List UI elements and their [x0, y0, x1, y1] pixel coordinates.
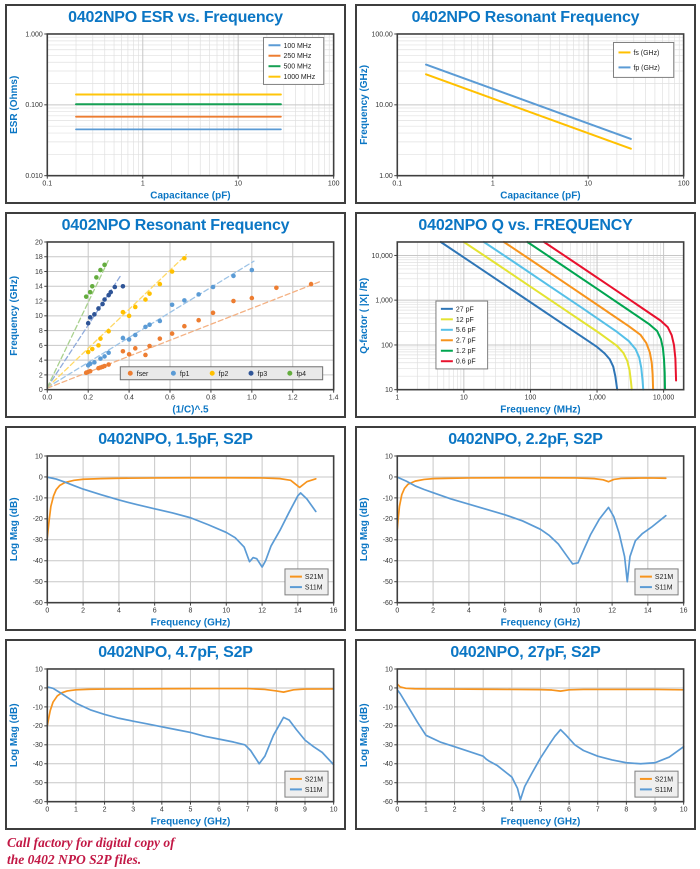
- svg-text:0: 0: [388, 474, 393, 482]
- svg-text:1,000: 1,000: [588, 395, 606, 403]
- svg-text:S21M: S21M: [654, 574, 674, 582]
- svg-text:2: 2: [102, 807, 107, 815]
- svg-text:6: 6: [567, 807, 572, 815]
- svg-text:Capacitance (pF): Capacitance (pF): [500, 191, 581, 202]
- svg-text:0: 0: [45, 807, 50, 815]
- svg-text:100: 100: [524, 395, 537, 403]
- svg-text:0.0: 0.0: [42, 395, 53, 403]
- svg-text:1000 MHz: 1000 MHz: [283, 74, 316, 82]
- svg-text:10,000: 10,000: [371, 253, 393, 261]
- svg-text:1: 1: [423, 807, 428, 815]
- svg-text:100.00: 100.00: [371, 31, 393, 39]
- svg-text:12: 12: [35, 298, 43, 306]
- svg-text:fp (GHz): fp (GHz): [633, 65, 660, 73]
- svg-text:14: 14: [643, 608, 652, 616]
- svg-text:3: 3: [481, 807, 486, 815]
- svg-text:500 MHz: 500 MHz: [283, 64, 312, 72]
- svg-text:0: 0: [38, 685, 43, 693]
- svg-text:Frequency (MHz): Frequency (MHz): [500, 405, 581, 416]
- svg-text:-60: -60: [382, 600, 393, 608]
- svg-text:S21M: S21M: [304, 574, 324, 582]
- svg-text:10: 10: [329, 807, 338, 815]
- svg-text:ESR (Ohms): ESR (Ohms): [8, 76, 20, 135]
- svg-text:12 pF: 12 pF: [455, 317, 474, 325]
- svg-text:12: 12: [608, 608, 616, 616]
- svg-text:0.010: 0.010: [25, 173, 43, 181]
- footer-line-2: the 0402 NPO S2P files.: [7, 851, 142, 867]
- chart-panel-s2p-1p5pf: [5, 426, 346, 631]
- svg-text:8: 8: [274, 807, 279, 815]
- chart-title-q-factor: 0402NPO Q vs. FREQUENCY: [418, 217, 633, 234]
- svg-text:1.2 pF: 1.2 pF: [455, 348, 476, 356]
- svg-text:100 MHz: 100 MHz: [283, 43, 312, 51]
- svg-text:5: 5: [188, 807, 193, 815]
- svg-text:10: 10: [584, 181, 593, 189]
- svg-text:4: 4: [116, 608, 121, 616]
- svg-text:Log Mag (dB): Log Mag (dB): [8, 497, 20, 562]
- svg-text:9: 9: [653, 807, 657, 815]
- svg-text:0.2: 0.2: [83, 395, 94, 403]
- svg-text:10: 10: [385, 387, 393, 395]
- svg-text:10: 10: [234, 181, 243, 189]
- chart-title-s2p-4p7pf: 0402NPO, 4.7pF, S2P: [98, 644, 253, 661]
- svg-text:Frequency (GHz): Frequency (GHz): [500, 618, 581, 629]
- chart-panel-s2p-4p7pf: [5, 639, 346, 830]
- svg-text:16: 16: [35, 269, 43, 277]
- svg-text:-60: -60: [32, 799, 43, 807]
- svg-text:-20: -20: [382, 723, 393, 731]
- svg-text:Frequency (GHz): Frequency (GHz): [500, 817, 581, 828]
- svg-text:1: 1: [490, 181, 495, 189]
- svg-text:10: 10: [385, 453, 393, 461]
- s2p-2p2pf-chart-canvas: [357, 449, 694, 629]
- chart-panel-resonant-frequency-log: [355, 4, 696, 204]
- svg-text:1: 1: [395, 395, 400, 403]
- svg-text:10: 10: [35, 313, 43, 321]
- svg-text:2.7 pF: 2.7 pF: [455, 338, 476, 346]
- svg-text:S21M: S21M: [304, 776, 324, 784]
- svg-text:0: 0: [38, 474, 43, 482]
- chart-panel-esr-vs-frequency: [5, 4, 346, 204]
- chart-panel-q-vs-frequency: [355, 212, 696, 418]
- svg-text:-40: -40: [32, 558, 43, 566]
- svg-text:18: 18: [35, 254, 43, 262]
- svg-text:-30: -30: [32, 537, 43, 545]
- chart-title-s2p-2p2pf: 0402NPO, 2.2pF, S2P: [448, 431, 603, 448]
- svg-text:8: 8: [188, 608, 193, 616]
- svg-text:10: 10: [679, 807, 688, 815]
- svg-text:-40: -40: [382, 558, 393, 566]
- svg-text:10,000: 10,000: [652, 395, 675, 403]
- svg-text:-40: -40: [32, 761, 43, 769]
- svg-text:Log Mag (dB): Log Mag (dB): [358, 497, 370, 562]
- svg-text:-30: -30: [382, 742, 393, 750]
- svg-text:0.6: 0.6: [165, 395, 175, 403]
- svg-text:Frequency (GHz): Frequency (GHz): [150, 618, 231, 629]
- svg-text:0.1: 0.1: [392, 181, 403, 189]
- svg-text:-60: -60: [382, 799, 393, 807]
- svg-text:-20: -20: [32, 516, 43, 524]
- svg-text:6: 6: [502, 608, 507, 616]
- svg-text:fp3: fp3: [257, 371, 268, 379]
- svg-text:-50: -50: [382, 780, 393, 788]
- svg-text:-50: -50: [32, 579, 43, 587]
- svg-text:250 MHz: 250 MHz: [283, 53, 312, 61]
- chart-panel-s2p-2p2pf: [355, 426, 696, 631]
- svg-text:-10: -10: [32, 495, 43, 503]
- svg-text:6: 6: [152, 608, 157, 616]
- resonant-frequency-scatter-chart-canvas: [7, 235, 344, 416]
- svg-text:20: 20: [35, 239, 43, 247]
- esr-chart-canvas: [7, 27, 344, 202]
- svg-text:Log Mag (dB): Log Mag (dB): [8, 703, 20, 768]
- svg-text:0: 0: [395, 608, 400, 616]
- footer-note: [7, 835, 700, 869]
- svg-text:10: 10: [222, 608, 231, 616]
- svg-text:27 pF: 27 pF: [455, 306, 474, 314]
- svg-text:100: 100: [677, 181, 690, 189]
- svg-text:100: 100: [327, 181, 340, 189]
- svg-text:10: 10: [385, 666, 393, 674]
- svg-text:8: 8: [538, 608, 543, 616]
- svg-text:S21M: S21M: [654, 776, 674, 784]
- svg-text:6: 6: [38, 343, 43, 351]
- svg-text:4: 4: [509, 807, 514, 815]
- s2p-4p7pf-chart-canvas: [7, 662, 344, 828]
- svg-text:4: 4: [466, 608, 471, 616]
- svg-text:-20: -20: [382, 516, 393, 524]
- svg-text:-40: -40: [382, 761, 393, 769]
- svg-text:-10: -10: [382, 495, 393, 503]
- svg-text:0.8: 0.8: [206, 395, 216, 403]
- svg-text:7: 7: [595, 807, 600, 815]
- svg-text:2: 2: [452, 807, 457, 815]
- svg-text:2: 2: [431, 608, 436, 616]
- svg-text:1: 1: [73, 807, 78, 815]
- svg-text:Frequency (GHz): Frequency (GHz): [150, 817, 231, 828]
- svg-text:1.000: 1.000: [25, 31, 43, 39]
- svg-text:10: 10: [572, 608, 581, 616]
- svg-text:Log Mag (dB): Log Mag (dB): [358, 703, 370, 768]
- svg-text:S11M: S11M: [654, 585, 673, 593]
- svg-text:fp4: fp4: [296, 371, 307, 379]
- svg-text:fser: fser: [136, 371, 149, 379]
- resonant-frequency-log-chart-canvas: [357, 27, 694, 202]
- svg-text:10: 10: [35, 453, 43, 461]
- svg-text:100: 100: [381, 342, 393, 350]
- chart-title-s2p-1p5pf: 0402NPO, 1.5pF, S2P: [98, 431, 253, 448]
- svg-text:16: 16: [679, 608, 688, 616]
- svg-text:5: 5: [538, 807, 543, 815]
- svg-text:Q-factor ( |X| /R): Q-factor ( |X| /R): [358, 278, 370, 355]
- svg-text:3: 3: [131, 807, 136, 815]
- s2p-1p5pf-chart-canvas: [7, 449, 344, 629]
- svg-text:6: 6: [217, 807, 222, 815]
- svg-text:16: 16: [329, 608, 338, 616]
- svg-text:8: 8: [38, 328, 43, 336]
- svg-text:-30: -30: [382, 537, 393, 545]
- svg-text:0.4: 0.4: [124, 395, 134, 403]
- footer-line-1: Call factory for digital copy of: [7, 835, 175, 850]
- svg-text:14: 14: [293, 608, 302, 616]
- chart-title-esr: 0402NPO ESR vs. Frequency: [68, 9, 283, 26]
- svg-text:-60: -60: [32, 600, 43, 608]
- svg-text:8: 8: [624, 807, 629, 815]
- svg-text:S11M: S11M: [654, 787, 673, 795]
- svg-text:0.1: 0.1: [42, 181, 53, 189]
- chart-title-resonant-log: 0402NPO Resonant Frequency: [411, 9, 640, 26]
- svg-text:-20: -20: [32, 723, 43, 731]
- svg-text:0: 0: [395, 807, 400, 815]
- chart-title-resonant-scatter: 0402NPO Resonant Frequency: [61, 217, 290, 234]
- q-factor-chart-canvas: [357, 235, 694, 416]
- svg-text:S11M: S11M: [304, 787, 323, 795]
- svg-text:12: 12: [258, 608, 266, 616]
- svg-text:1: 1: [140, 181, 145, 189]
- chart-title-s2p-27pf: 0402NPO, 27pF, S2P: [450, 644, 601, 661]
- svg-text:5.6 pF: 5.6 pF: [455, 327, 476, 335]
- svg-text:14: 14: [35, 284, 43, 292]
- svg-text:10: 10: [35, 666, 43, 674]
- svg-text:2: 2: [38, 372, 43, 380]
- svg-text:fs (GHz): fs (GHz): [633, 50, 660, 58]
- svg-text:10.00: 10.00: [375, 102, 393, 110]
- svg-text:-50: -50: [32, 780, 43, 788]
- svg-text:1,000: 1,000: [375, 297, 393, 305]
- svg-text:-30: -30: [32, 742, 43, 750]
- svg-text:fp1: fp1: [179, 371, 190, 379]
- svg-text:0.100: 0.100: [25, 102, 43, 110]
- svg-text:1.00: 1.00: [379, 173, 393, 181]
- svg-text:0: 0: [38, 387, 43, 395]
- svg-text:(1/C)^.5: (1/C)^.5: [172, 405, 209, 416]
- svg-text:1.2: 1.2: [287, 395, 298, 403]
- svg-text:-10: -10: [32, 704, 43, 712]
- svg-text:10: 10: [459, 395, 468, 403]
- svg-text:0: 0: [45, 608, 50, 616]
- chart-panel-resonant-frequency-scatter: [5, 212, 346, 418]
- svg-text:4: 4: [159, 807, 164, 815]
- svg-text:Frequency (GHz): Frequency (GHz): [358, 65, 370, 146]
- svg-text:fp2: fp2: [218, 371, 229, 379]
- svg-text:1.4: 1.4: [328, 395, 339, 403]
- s2p-27pf-chart-canvas: [357, 662, 694, 828]
- svg-text:1.0: 1.0: [246, 395, 257, 403]
- svg-text:Capacitance (pF): Capacitance (pF): [150, 191, 231, 202]
- svg-text:2: 2: [81, 608, 86, 616]
- svg-text:0.6 pF: 0.6 pF: [455, 359, 476, 367]
- svg-text:0: 0: [388, 685, 393, 693]
- svg-text:S11M: S11M: [304, 585, 323, 593]
- svg-text:-50: -50: [382, 579, 393, 587]
- svg-text:4: 4: [38, 357, 43, 365]
- svg-text:-10: -10: [382, 704, 393, 712]
- svg-text:Frequency (GHz): Frequency (GHz): [8, 276, 20, 357]
- chart-panel-s2p-27pf: [355, 639, 696, 830]
- svg-text:9: 9: [303, 807, 307, 815]
- svg-text:7: 7: [245, 807, 250, 815]
